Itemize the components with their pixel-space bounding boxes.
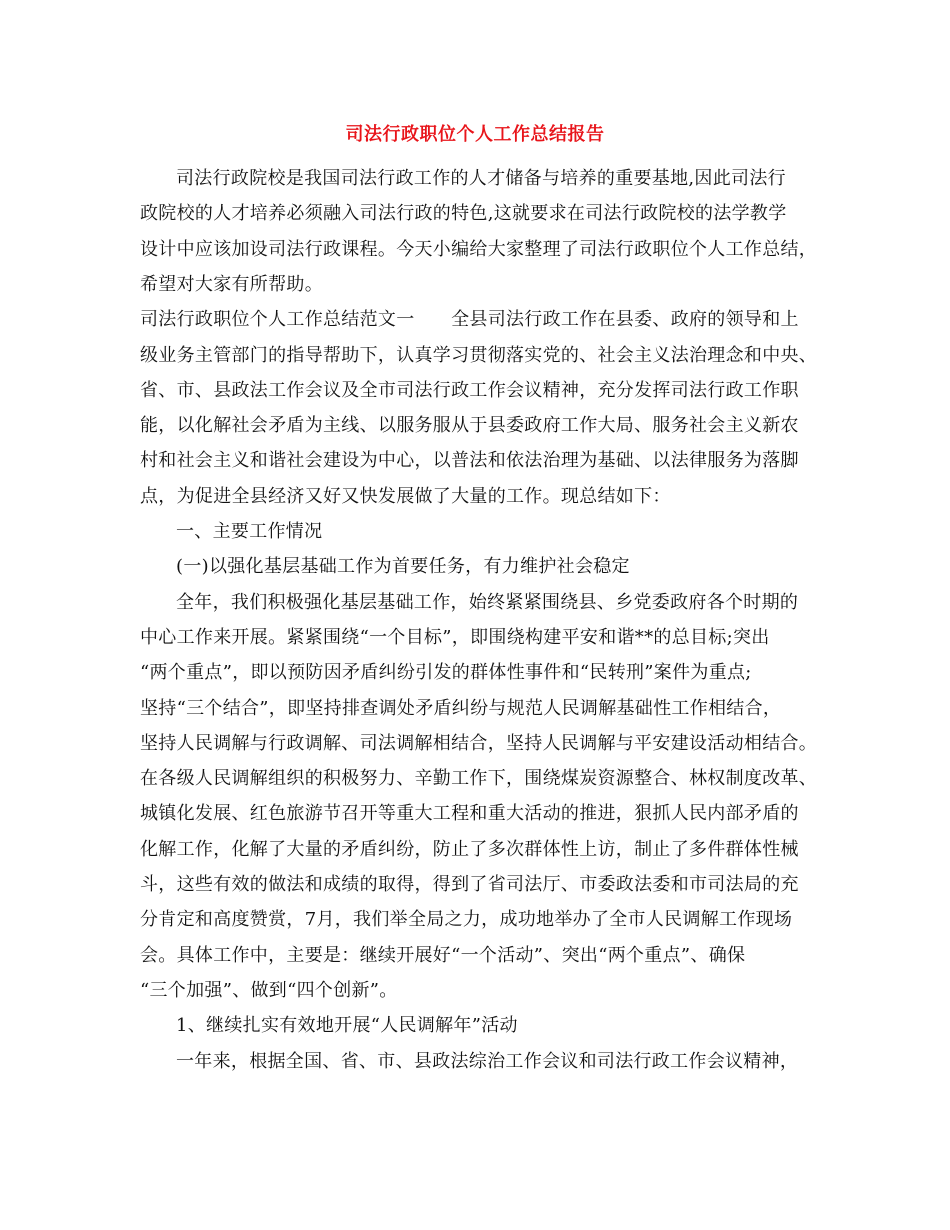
text-line: 希望对大家有所帮助。	[140, 273, 323, 295]
text-line: 一、主要工作情况	[176, 521, 323, 542]
text-line: 城镇化发展、红色旅游节召开等重大工程和重大活动的推进，狠抓人民内部矛盾的	[140, 803, 799, 825]
text-line: 在各级人民调解组织的积极努力、辛勤工作下，围绕煤炭资源整合、林权制度改革、	[140, 768, 818, 790]
text-line: 斗，这些有效的做法和成绩的取得，得到了省司法厅、市委政法委和市司法局的充	[140, 874, 799, 895]
text-line: 政院校的人才培养必须融入司法行政的特色,这就要求在司法行政院校的法学教学	[140, 203, 787, 225]
document-title: 司法行政职位个人工作总结报告	[345, 124, 605, 145]
text-line: 司法行政院校是我国司法行政工作的人才储备与培养的重要基地,因此司法行	[176, 168, 786, 189]
text-line: 全年，我们积极强化基层基础工作，始终紧紧围绕县、乡党委政府各个时期的	[176, 591, 799, 613]
text-line: 设计中应该加设司法行政课程。今天小编给大家整理了司法行政职位个人工作总结，	[140, 238, 818, 260]
text-line: 分肯定和高度赞赏，7月，我们举全局之力，成功地举办了全市人民调解工作现场	[140, 909, 793, 931]
text-line: 省、市、县政法工作会议及全市司法行政工作会议精神，充分发挥司法行政工作职	[140, 379, 799, 401]
text-line: “三个加强”、做到“四个创新”。	[140, 979, 398, 1001]
text-line: 化解工作，化解了大量的矛盾纠纷，防止了多次群体性上访，制止了多件群体性械	[140, 838, 799, 860]
text-line: 1、继续扎实有效地开展“人民调解年”活动	[176, 1015, 518, 1037]
text-line: 能，以化解社会矛盾为主线、以服务服从于县委政府工作大局、服务社会主义新农	[140, 415, 799, 437]
text-line: 坚持人民调解与行政调解、司法调解相结合，坚持人民调解与平安建设活动相结合。	[140, 732, 818, 754]
text-line: (一)以强化基层基础工作为首要任务，有力维护社会稳定	[176, 556, 630, 578]
text-line: 级业务主管部门的指导帮助下，认真学习贯彻落实党的、社会主义法治理念和中央、	[140, 344, 818, 366]
text-line: 坚持“三个结合”，即坚持排查调处矛盾纠纷与规范人民调解基础性工作相结合，	[140, 697, 782, 719]
text-line: 村和社会主义和谐社会建设为中心，以普法和依法治理为基础、以法律服务为落脚	[140, 450, 799, 472]
text-line: “两个重点”，即以预防因矛盾纠纷引发的群体性事件和“民转刑”案件为重点;	[140, 662, 752, 684]
text-line: 一年来，根据全国、省、市、县政法综治工作会议和司法行政工作会议精神，	[176, 1050, 799, 1072]
text-line: 中心工作来开展。紧紧围绕“一个目标”，即围绕构建平安和谐**的总目标;突出	[140, 626, 770, 648]
text-line: 司法行政职位个人工作总结范文一 全县司法行政工作在县委、政府的领导和上	[140, 309, 799, 331]
text-line: 点，为促进全县经济又好又快发展做了大量的工作。现总结如下：	[140, 485, 671, 507]
text-line: 会。具体工作中，主要是：继续开展好“一个活动”、突出“两个重点”、确保	[140, 944, 746, 966]
